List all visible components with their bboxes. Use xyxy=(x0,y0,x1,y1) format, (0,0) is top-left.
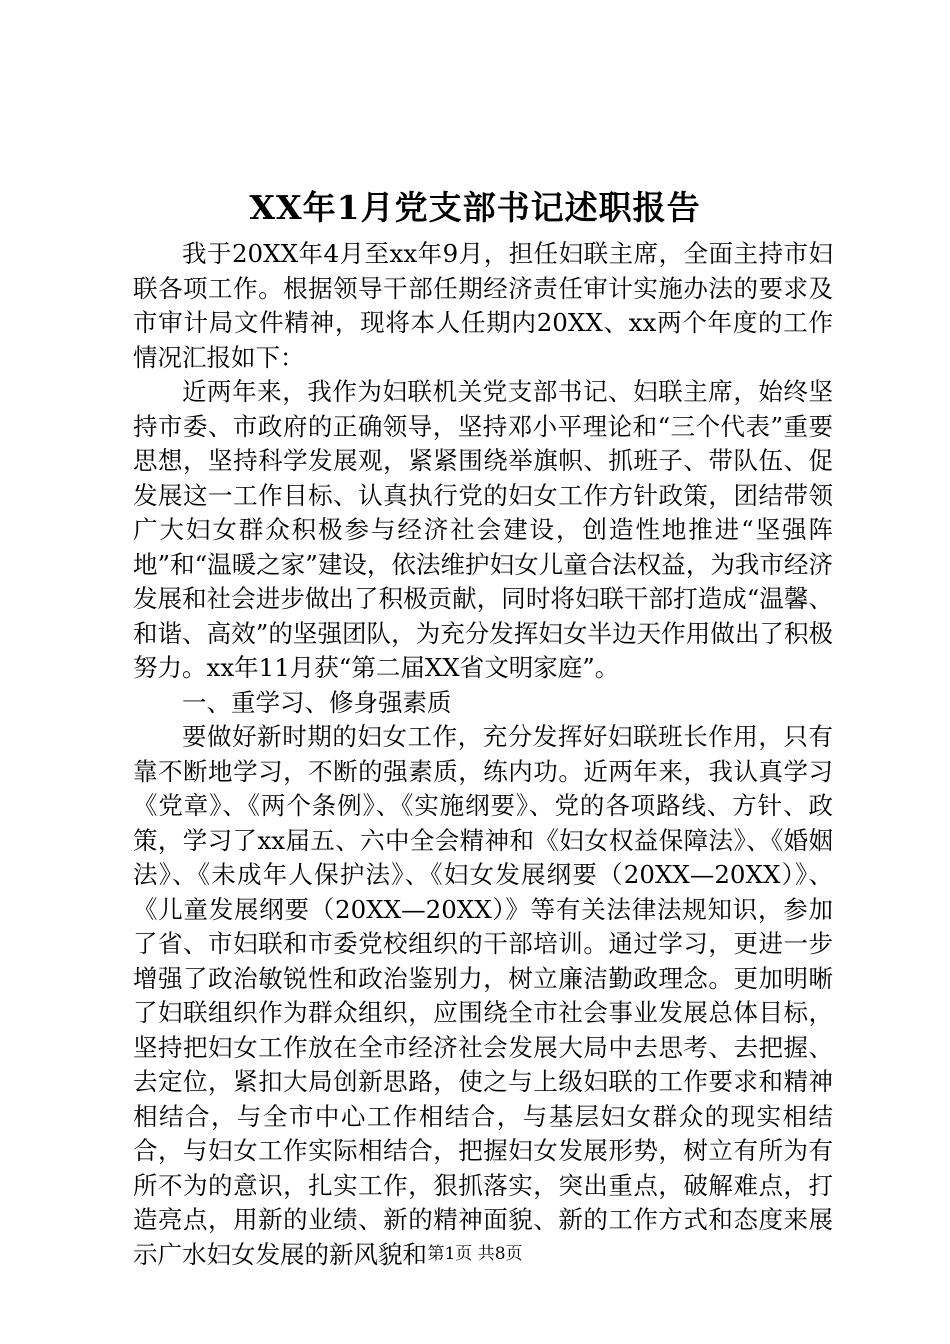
paragraph-intro: 我于20XX年4月至xx年9月，担任妇联主席，全面主持市妇联各项工作。根据领导干部任期经济责任审计实施办法的要求及市审计局文件精神，现将本人任期内20XX、xx两个年度的工作情况汇报如下： xyxy=(133,239,833,372)
section-heading-1: 一、重学习、修身强素质 xyxy=(182,687,452,717)
page-number-footer: 第1页 共8页 xyxy=(427,1244,523,1264)
document-body xyxy=(133,237,833,1272)
paragraph-study: 要做好新时期的妇女工作，充分发挥好妇联班长作用，只有靠不断地学习，不断的强素质，练内功。近两年来，我认真学习《党章》、《两个条例》、《实施纲要》、党的各项路线、方针、政策，学习了xx届五、六中全会精神和《妇女权益保障法》、《婚姻法》、《未成年人保护法》、《妇女发展纲要（20XX—20XX）》、《儿童发展纲要（20XX—20XX）》等有关法律法规知识，参加了省、市妇联和市委党校组织的干部培训。通过学习，更进一步增强了政治敏锐性和政治鉴别力，树立廉洁勤政理念。更加明晰了妇联组织作为群众组织，应围绕全市社会事业发展总体目标，坚持把妇女工作放在全市经济社会发展大局中去思考、去把握、去定位，紧扣大局创新思路，使之与上级妇联的工作要求和精神相结合，与全市中心工作相结合，与基层妇女群众的现实相结合，与妇女工作实际相结合，把握妇女发展形势，树立有所为有所不为的意识，扎实工作，狠抓落实，突出重点，破解难点，打造亮点，用新的业绩、新的精神面貌、新的工作方式和态度来展示广水妇女发展的新风貌和 xyxy=(133,722,833,1269)
document-title: XX年1月党支部书记述职报告 xyxy=(249,188,701,227)
paragraph-overview: 近两年来，我作为妇联机关党支部书记、妇联主席，始终坚持市委、市政府的正确领导，坚持邓小平理论和“三个代表”重要思想，坚持科学发展观，紧紧围绕举旗帜、抓班子、带队伍、促发展这一工作目标、认真执行党的妇女工作方针政策，团结带领广大妇女群众积极参与经济社会建设，创造性地推进“坚强阵地”和“温暖之家”建设，依法维护妇女儿童合法权益，为我市经济发展和社会进步做出了积极贡献，同时将妇联干部打造成“温馨、和谐、高效”的坚强团队，为充分发挥妇女半边天作用做出了积极努力。xx年11月获“第二届XX省文明家庭”。 xyxy=(133,377,833,682)
